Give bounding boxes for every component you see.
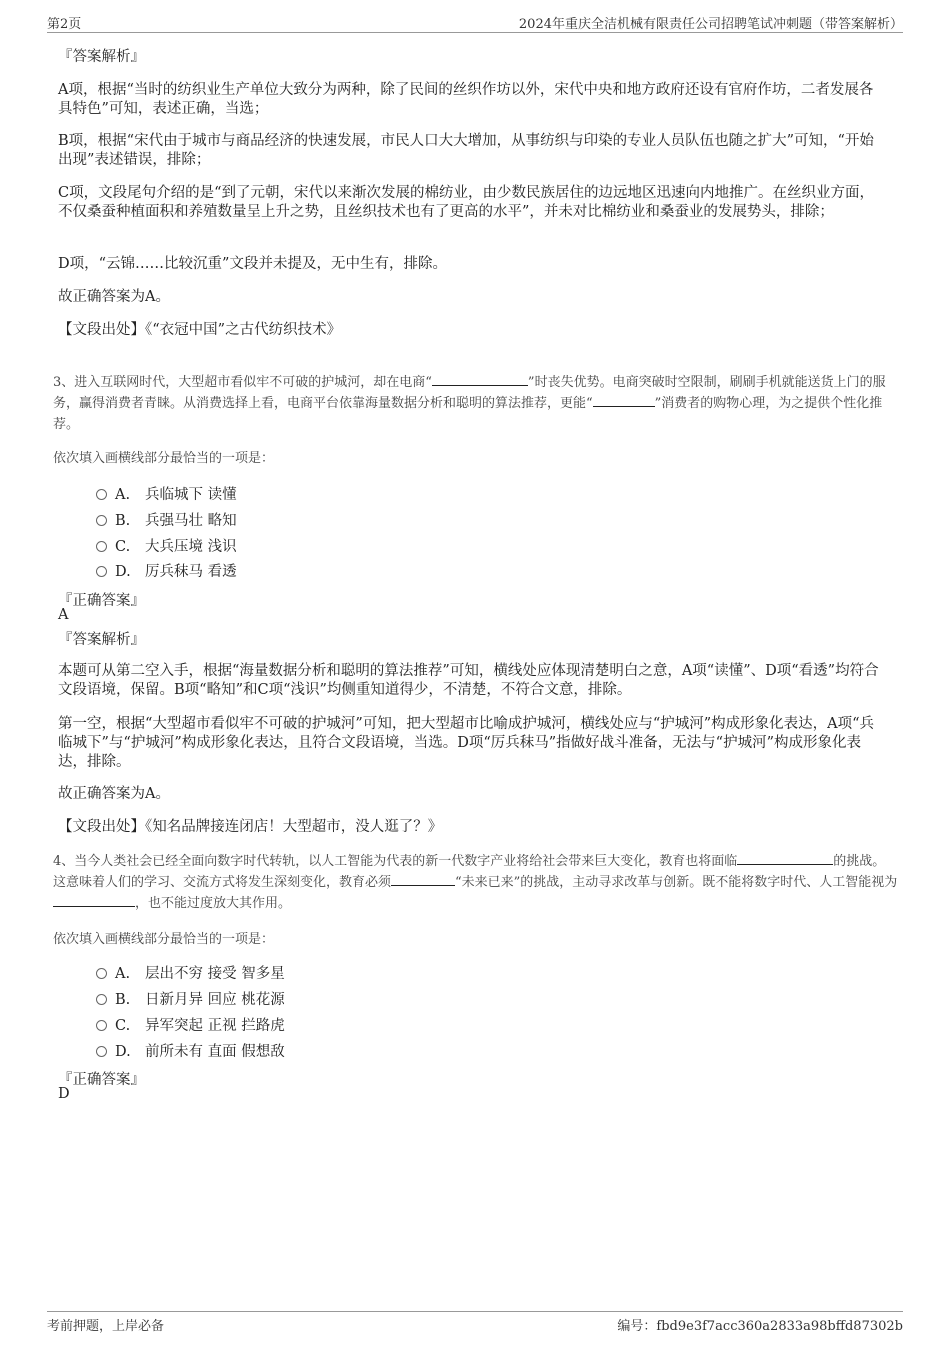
- radio-icon[interactable]: [96, 515, 107, 526]
- blank-1: [737, 852, 833, 865]
- q4-option-d[interactable]: D. 前所未有 直面 假想敌: [96, 1040, 285, 1060]
- q3-conclusion: 故正确答案为A。: [58, 786, 170, 802]
- q2-analysis-d: D项，“云锦……比较沉重”文段并未提及，无中生有，排除。: [58, 256, 447, 272]
- radio-icon[interactable]: [96, 489, 107, 500]
- q4-option-a[interactable]: A. 层出不穷 接受 智多星: [96, 962, 285, 982]
- q3-option-d[interactable]: D. 厉兵秣马 看透: [96, 560, 237, 580]
- q4-option-c[interactable]: C. 异军突起 正视 拦路虎: [96, 1014, 285, 1034]
- blank-2: [391, 873, 455, 886]
- q3-option-b[interactable]: B. 兵强马壮 略知: [96, 509, 237, 529]
- blank-2: [593, 394, 655, 407]
- q3-analysis-p2: 第一空，根据“大型超市看似牢不可破的护城河”可知，把大型超市比喻成护城河，横线处应与“护城河”构成形象化表达，A项“兵临城下”与“护城河”构成形象化表达，且符合文段语境，当选。D项“厉兵秣马”指做好战斗准备，无法与“护城河”构成形象化表达，排除。: [58, 716, 875, 770]
- q2-analysis-b: B项，根据“宋代由于城市与商品经济的快速发展，市民人口大大增加，从事纺织与印染的专业人员队伍也随之扩大”可知，“开始出现”表述错误，排除；: [58, 133, 874, 168]
- radio-icon[interactable]: [96, 566, 107, 577]
- q2-conclusion: 故正确答案为A。: [58, 289, 170, 305]
- q4-option-b[interactable]: B. 日新月异 回应 桃花源: [96, 988, 285, 1008]
- q3-analysis-p1: 本题可从第二空入手，根据“海量数据分析和聪明的算法推荐”可知，横线处应体现清楚明白之意，A项“读懂”、D项“看透”均符合文段语境，保留。B项“略知”和C项“浅识”均侧重知道得少，不清楚，不符合文意，排除。: [58, 663, 879, 698]
- q3-option-c[interactable]: C. 大兵压境 浅识: [96, 535, 237, 555]
- q2-analysis-a: A项，根据“当时的纺织业生产单位大致分为两种，除了民间的丝织作坊以外，宋代中央和地方政府还设有官府作坊，二者发展各具特色”可知，表述正确，当选；: [58, 82, 874, 117]
- q2-analysis-c: C项，文段尾句介绍的是“到了元朝，宋代以来渐次发展的棉纺业，由少数民族居住的边远地区迅速向内地推广。在丝织业方面，不仅桑蚕种植面积和养殖数量呈上升之势，且丝织技术也有了更高的水平”，并未对比棉纺业和桑蚕业的发展势头，排除；: [58, 185, 875, 220]
- page-footer: [47, 1311, 903, 1342]
- q2-source: 【文段出处】《“衣冠中国”之古代纺织技术》: [58, 322, 342, 338]
- q3-stem: 3、进入互联网时代，大型超市看似牢不可破的护城河，却在电商“ ”时丧失优势。电商突破时空限制，刷刷手机就能送货上门的服务，赢得消费者青睐。从消费选择上看，电商平台依靠海量数据分析和聪明的算法推荐，更能“ ”消费者的购物心理，为之提供个性化推荐。: [53, 375, 886, 432]
- document-id: 编号：fbd9e3f7acc360a2833a98bffd87302b: [617, 1319, 903, 1334]
- q4-stem: 4、当今人类社会已经全面向数字时代转轨，以人工智能为代表的新一代数字产业将给社会带来巨大变化，教育也将面临 的挑战。这意味着人们的学习、交流方式将发生深刻变化，教育必须 “未来已来”的挑战，主动寻求改革与创新。既不能将数字时代、人工智能视为，也不能过度放大其作用。: [53, 854, 898, 911]
- q4-correct-answer: D: [58, 1086, 70, 1102]
- radio-icon[interactable]: [96, 1020, 107, 1031]
- q4-prompt: 依次填入画横线部分最恰当的一项是：: [53, 932, 275, 947]
- radio-icon[interactable]: [96, 968, 107, 979]
- document-title: 2024年重庆全洁机械有限责任公司招聘笔试冲刺题（带答案解析）: [518, 17, 903, 32]
- q3-correct-answer: A: [58, 607, 69, 623]
- page-number: 第2页: [47, 17, 82, 32]
- q4-correct-label: 『正确答案』: [58, 1072, 145, 1088]
- radio-icon[interactable]: [96, 994, 107, 1005]
- q2-analysis-label: 『答案解析』: [58, 49, 145, 65]
- page-header: [47, 10, 903, 33]
- q3-option-a[interactable]: A. 兵临城下 读懂: [96, 483, 237, 503]
- q3-source: 【文段出处】《知名品牌接连闭店！大型超市，没人逛了？》: [58, 819, 443, 835]
- blank-3: [53, 894, 135, 907]
- blank-1: [432, 373, 528, 386]
- radio-icon[interactable]: [96, 541, 107, 552]
- footer-slogan: 考前押题，上岸必备: [47, 1319, 165, 1334]
- q3-analysis-label: 『答案解析』: [58, 632, 145, 648]
- q3-correct-label: 『正确答案』: [58, 593, 145, 609]
- q3-prompt: 依次填入画横线部分最恰当的一项是：: [53, 451, 275, 466]
- radio-icon[interactable]: [96, 1046, 107, 1057]
